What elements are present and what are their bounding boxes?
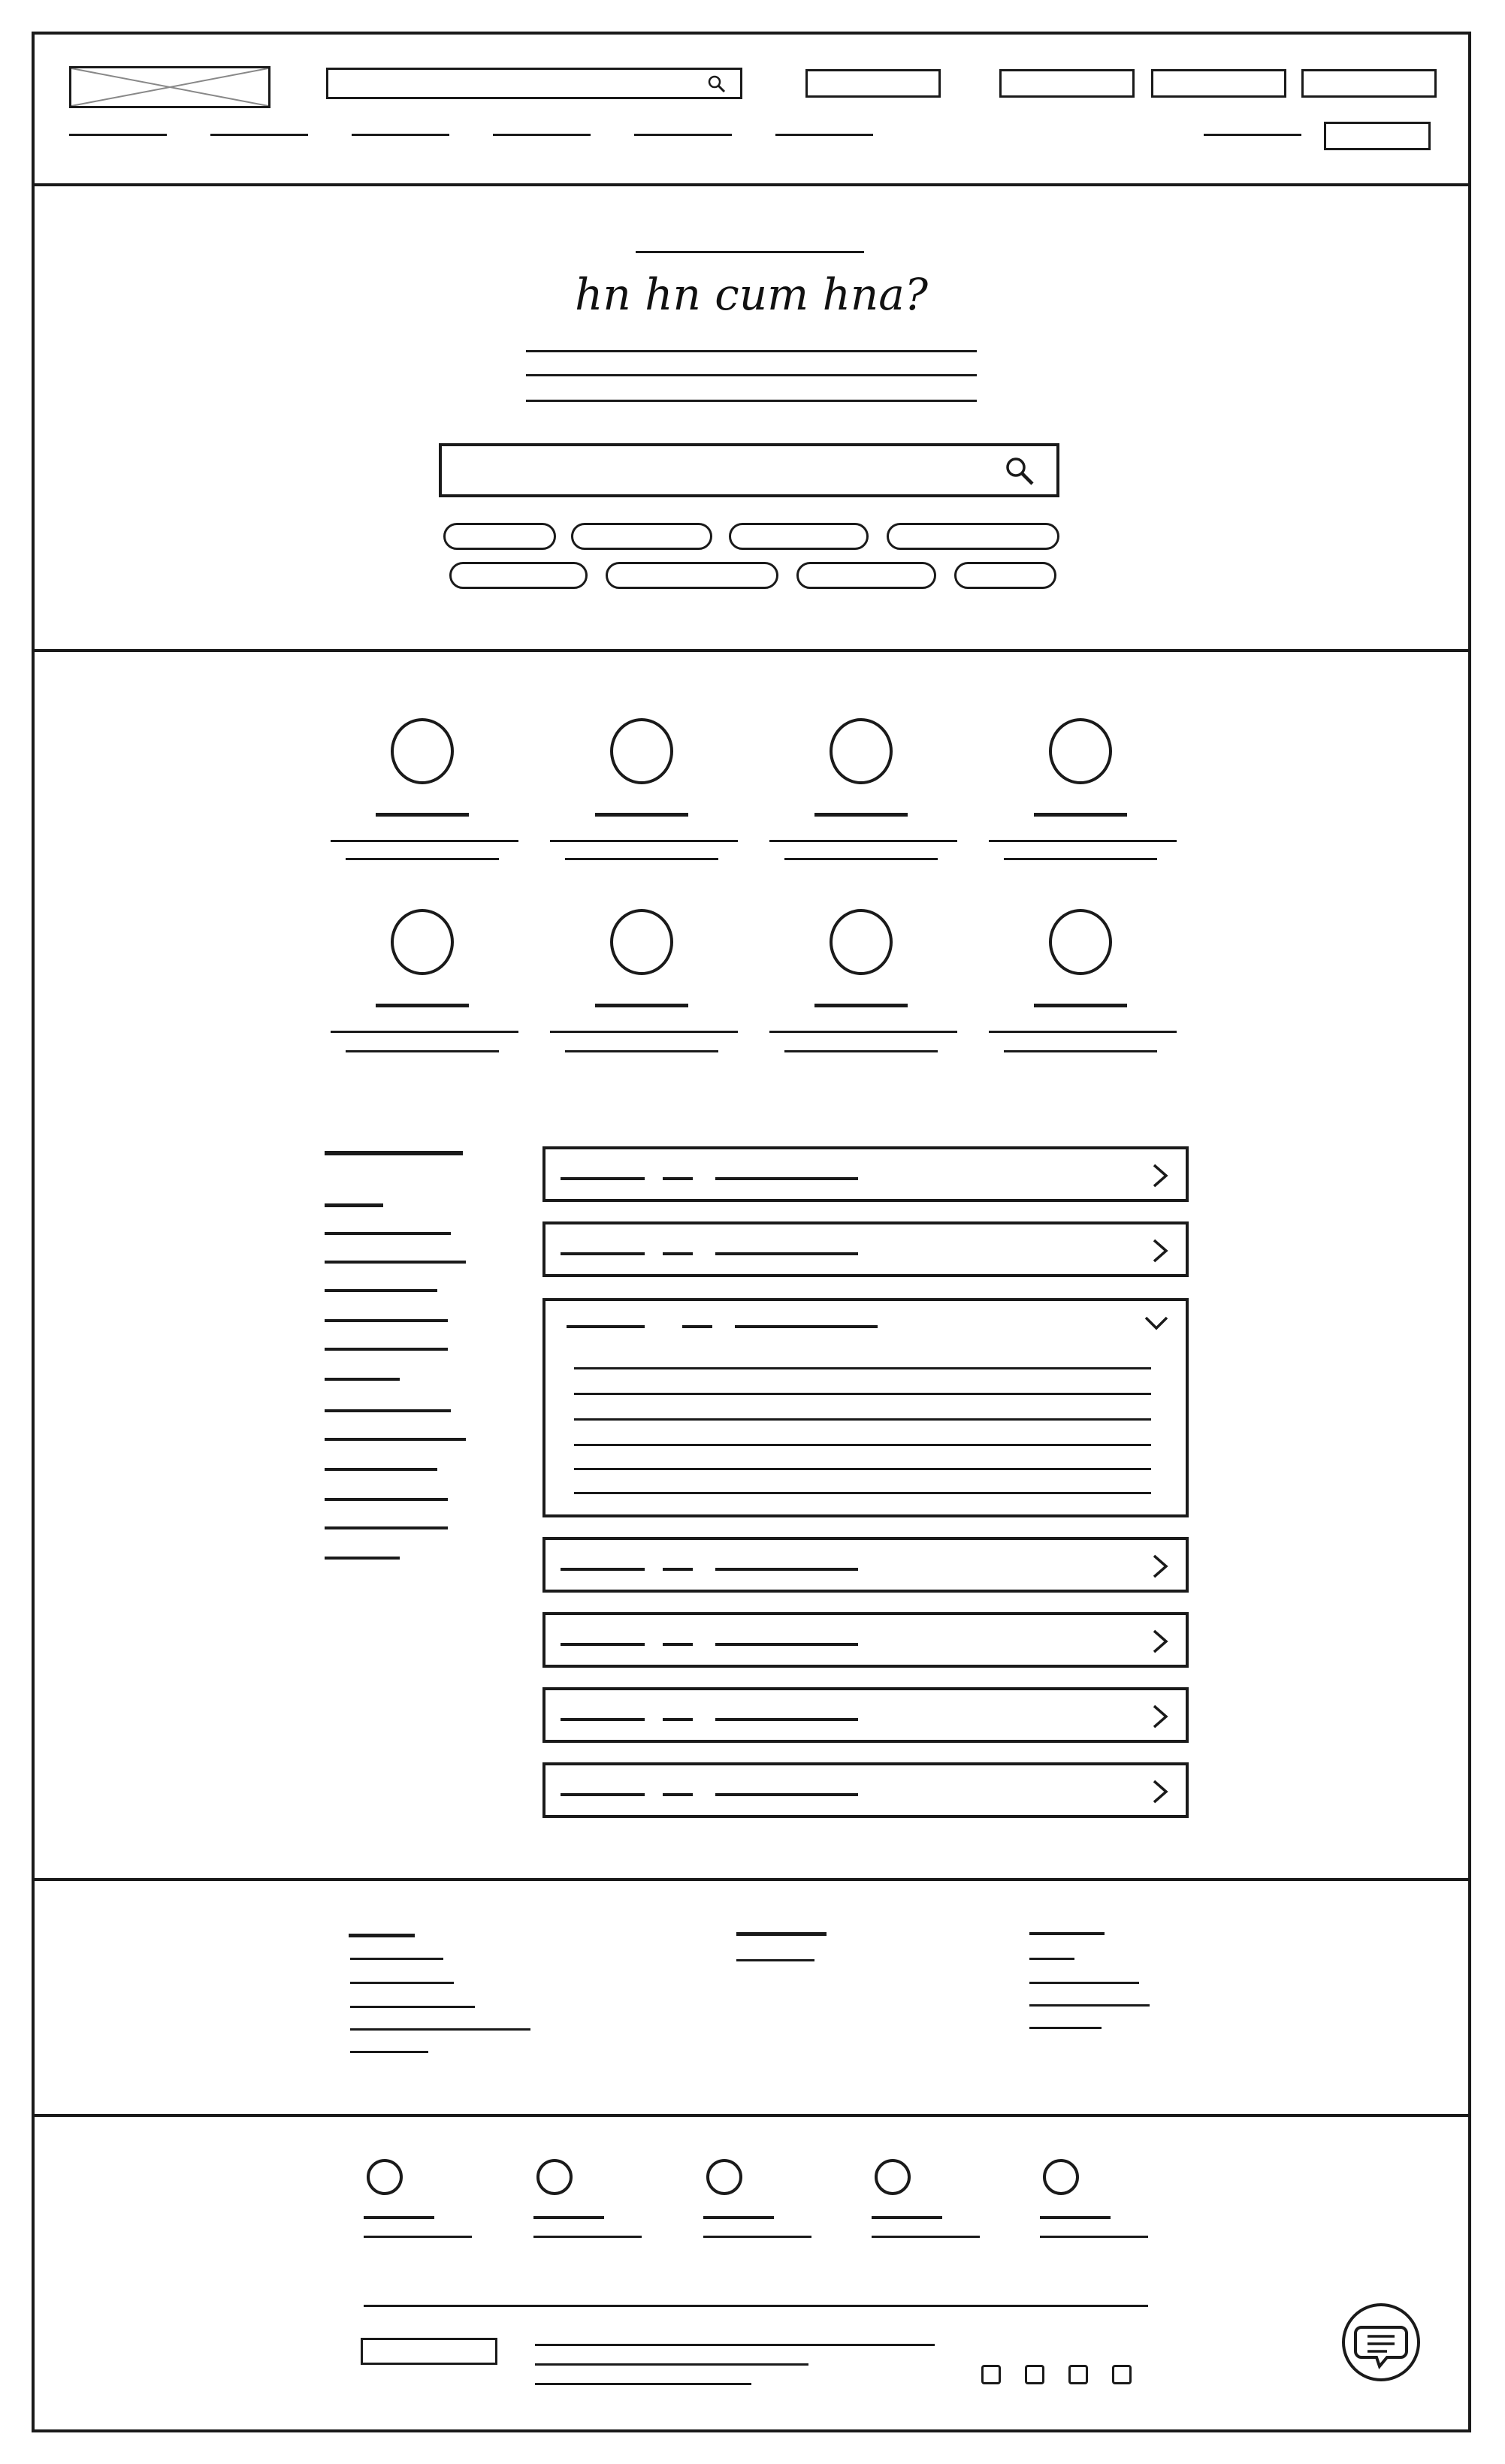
footer-column-heading bbox=[1029, 1932, 1105, 1935]
nav-link-3[interactable] bbox=[352, 134, 449, 136]
category-icon[interactable] bbox=[610, 718, 673, 784]
faq-question bbox=[663, 1643, 693, 1646]
header-divider bbox=[32, 183, 1471, 186]
category-icon[interactable] bbox=[830, 909, 893, 975]
feature-icon[interactable] bbox=[706, 2159, 742, 2195]
category-description-line bbox=[784, 858, 938, 860]
faq-question bbox=[715, 1793, 858, 1796]
social-icon[interactable] bbox=[981, 2365, 1001, 2384]
faq-item[interactable] bbox=[542, 1612, 1189, 1668]
category-title[interactable] bbox=[1034, 813, 1127, 817]
faq-item[interactable] bbox=[542, 1221, 1189, 1277]
topic-chip[interactable] bbox=[449, 562, 588, 589]
sign-in-link[interactable] bbox=[1204, 134, 1301, 136]
footer-link[interactable] bbox=[736, 1959, 814, 1961]
category-description-line bbox=[565, 858, 718, 860]
faq-item[interactable] bbox=[542, 1687, 1189, 1743]
faq-item[interactable] bbox=[542, 1537, 1189, 1593]
faq-question bbox=[715, 1643, 858, 1646]
faq-question bbox=[561, 1568, 645, 1571]
feature-description bbox=[533, 2236, 642, 2238]
category-description-line bbox=[331, 840, 518, 842]
category-title[interactable] bbox=[376, 813, 469, 817]
hero-search-input[interactable] bbox=[439, 443, 1059, 497]
faq-question bbox=[663, 1793, 693, 1796]
feature-description bbox=[364, 2236, 472, 2238]
content-divider bbox=[32, 1878, 1471, 1881]
feature-icon[interactable] bbox=[1043, 2159, 1079, 2195]
faq-answer-line bbox=[574, 1367, 1151, 1369]
faq-item-expanded[interactable] bbox=[542, 1298, 1189, 1517]
faq-question bbox=[567, 1325, 645, 1328]
faq-sidebar-item[interactable] bbox=[325, 1468, 437, 1471]
faq-sidebar-item[interactable] bbox=[325, 1409, 451, 1412]
faq-sidebar-item[interactable] bbox=[325, 1378, 400, 1381]
hero-description-line-3 bbox=[526, 400, 977, 402]
footer-link[interactable] bbox=[1029, 2027, 1102, 2029]
chevron-right-icon[interactable] bbox=[1151, 1704, 1169, 1729]
language-selector[interactable] bbox=[361, 2338, 497, 2365]
logo-placeholder-icon bbox=[71, 68, 268, 106]
hero-divider bbox=[32, 649, 1471, 652]
faq-question bbox=[561, 1177, 645, 1180]
nav-link-4[interactable] bbox=[493, 134, 591, 136]
faq-question bbox=[561, 1643, 645, 1646]
feature-title bbox=[364, 2216, 434, 2219]
footer-link[interactable] bbox=[350, 2051, 428, 2053]
footer-link[interactable] bbox=[1029, 1958, 1074, 1960]
legal-text-line bbox=[535, 2363, 808, 2366]
chevron-right-icon[interactable] bbox=[1151, 1554, 1169, 1579]
chevron-right-icon[interactable] bbox=[1151, 1163, 1169, 1188]
category-description-line bbox=[1004, 858, 1157, 860]
category-title[interactable] bbox=[376, 1004, 469, 1007]
faq-sidebar-item[interactable] bbox=[325, 1232, 451, 1235]
category-description-line bbox=[346, 858, 499, 860]
footer-link[interactable] bbox=[350, 1958, 443, 1960]
faq-sidebar-item-active[interactable] bbox=[325, 1203, 383, 1207]
category-title[interactable] bbox=[814, 1004, 908, 1007]
faq-question bbox=[735, 1325, 878, 1328]
category-description-line bbox=[769, 840, 957, 842]
category-icon[interactable] bbox=[1049, 909, 1112, 975]
topic-chip[interactable] bbox=[606, 562, 778, 589]
faq-item[interactable] bbox=[542, 1146, 1189, 1202]
faq-question bbox=[715, 1252, 858, 1255]
category-description-line bbox=[550, 840, 738, 842]
category-description-line bbox=[989, 840, 1177, 842]
chat-icon[interactable] bbox=[1340, 2302, 1422, 2383]
category-description-line bbox=[550, 1031, 738, 1033]
footer-link[interactable] bbox=[1029, 2004, 1150, 2007]
category-icon[interactable] bbox=[830, 718, 893, 784]
footer-link[interactable] bbox=[350, 2028, 530, 2031]
header-button-3[interactable] bbox=[1151, 69, 1286, 98]
social-icon[interactable] bbox=[1112, 2365, 1132, 2384]
faq-sidebar-item[interactable] bbox=[325, 1438, 466, 1441]
topic-chip[interactable] bbox=[571, 523, 712, 550]
category-title[interactable] bbox=[1034, 1004, 1127, 1007]
nav-link-6[interactable] bbox=[775, 134, 873, 136]
chat-button[interactable] bbox=[1340, 2302, 1422, 2383]
footer-link[interactable] bbox=[350, 1982, 454, 1984]
faq-item[interactable] bbox=[542, 1762, 1189, 1818]
category-icon[interactable] bbox=[610, 909, 673, 975]
faq-question bbox=[561, 1793, 645, 1796]
footer-column-heading bbox=[736, 1932, 827, 1936]
social-icon[interactable] bbox=[1025, 2365, 1044, 2384]
hero-description-line-2 bbox=[526, 374, 977, 376]
faq-answer-line bbox=[574, 1492, 1151, 1494]
category-description-line bbox=[331, 1031, 518, 1033]
feature-description bbox=[1040, 2236, 1148, 2238]
nav-link-1[interactable] bbox=[69, 134, 167, 136]
topic-chip[interactable] bbox=[796, 562, 936, 589]
sign-up-button[interactable] bbox=[1324, 122, 1431, 150]
faq-sidebar-item[interactable] bbox=[325, 1526, 448, 1529]
category-title[interactable] bbox=[595, 1004, 688, 1007]
faq-sidebar-item[interactable] bbox=[325, 1498, 448, 1501]
chevron-right-icon[interactable] bbox=[1151, 1238, 1169, 1264]
social-icon[interactable] bbox=[1068, 2365, 1088, 2384]
faq-sidebar-item[interactable] bbox=[325, 1319, 448, 1322]
faq-question bbox=[561, 1718, 645, 1721]
footer-link[interactable] bbox=[350, 2006, 475, 2008]
category-title[interactable] bbox=[595, 813, 688, 817]
search-icon[interactable] bbox=[707, 74, 727, 94]
faq-answer-line bbox=[574, 1418, 1151, 1421]
topic-chip[interactable] bbox=[954, 562, 1056, 589]
faq-sidebar-heading bbox=[325, 1151, 463, 1155]
faq-answer-line bbox=[574, 1393, 1151, 1395]
category-description-line bbox=[1004, 1050, 1157, 1052]
hero-heading: hn hn cum hna? bbox=[575, 269, 928, 320]
faq-sidebar-item[interactable] bbox=[325, 1261, 466, 1264]
chevron-right-icon[interactable] bbox=[1151, 1779, 1169, 1804]
category-description-line bbox=[346, 1050, 499, 1052]
faq-sidebar-item[interactable] bbox=[325, 1348, 448, 1351]
nav-link-5[interactable] bbox=[634, 134, 732, 136]
faq-question bbox=[715, 1718, 858, 1721]
feature-icon[interactable] bbox=[875, 2159, 911, 2195]
feature-title bbox=[872, 2216, 942, 2219]
faq-question bbox=[663, 1177, 693, 1180]
header-button-4[interactable] bbox=[1301, 69, 1437, 98]
faq-question bbox=[682, 1325, 712, 1328]
topic-chip[interactable] bbox=[887, 523, 1059, 550]
chevron-down-icon[interactable] bbox=[1144, 1315, 1169, 1333]
faq-question bbox=[663, 1718, 693, 1721]
legal-text-line bbox=[535, 2383, 751, 2385]
feature-description bbox=[703, 2236, 811, 2238]
faq-question bbox=[663, 1252, 693, 1255]
category-icon[interactable] bbox=[1049, 718, 1112, 784]
category-description-line bbox=[769, 1031, 957, 1033]
faq-question bbox=[715, 1177, 858, 1180]
logo[interactable] bbox=[69, 66, 270, 108]
topic-chip[interactable] bbox=[443, 523, 556, 550]
category-description-line bbox=[784, 1050, 938, 1052]
faq-answer-line bbox=[574, 1468, 1151, 1470]
header-button-1[interactable] bbox=[805, 69, 941, 98]
legal-text-line bbox=[535, 2344, 935, 2346]
faq-sidebar-item[interactable] bbox=[325, 1557, 400, 1560]
category-title[interactable] bbox=[814, 813, 908, 817]
feature-description bbox=[872, 2236, 980, 2238]
legal-divider bbox=[364, 2305, 1148, 2307]
footer-divider bbox=[32, 2114, 1471, 2117]
topic-chip[interactable] bbox=[729, 523, 869, 550]
nav-link-2[interactable] bbox=[210, 134, 308, 136]
footer-link[interactable] bbox=[1029, 1982, 1139, 1984]
feature-icon[interactable] bbox=[536, 2159, 573, 2195]
feature-title bbox=[533, 2216, 604, 2219]
faq-question bbox=[663, 1568, 693, 1571]
footer-column-heading bbox=[349, 1934, 415, 1937]
category-description-line bbox=[989, 1031, 1177, 1033]
feature-title bbox=[703, 2216, 774, 2219]
feature-icon[interactable] bbox=[367, 2159, 403, 2195]
category-icon[interactable] bbox=[391, 718, 454, 784]
chevron-right-icon[interactable] bbox=[1151, 1629, 1169, 1654]
faq-question bbox=[715, 1568, 858, 1571]
hero-description-line-1 bbox=[526, 350, 977, 352]
category-icon[interactable] bbox=[391, 909, 454, 975]
search-icon[interactable] bbox=[1004, 455, 1037, 488]
header-button-2[interactable] bbox=[999, 69, 1135, 98]
category-description-line bbox=[565, 1050, 718, 1052]
header-search-input[interactable] bbox=[326, 68, 742, 99]
faq-question bbox=[561, 1252, 645, 1255]
hero-eyebrow bbox=[636, 251, 864, 253]
feature-title bbox=[1040, 2216, 1111, 2219]
faq-answer-line bbox=[574, 1444, 1151, 1446]
faq-sidebar-item[interactable] bbox=[325, 1289, 437, 1292]
